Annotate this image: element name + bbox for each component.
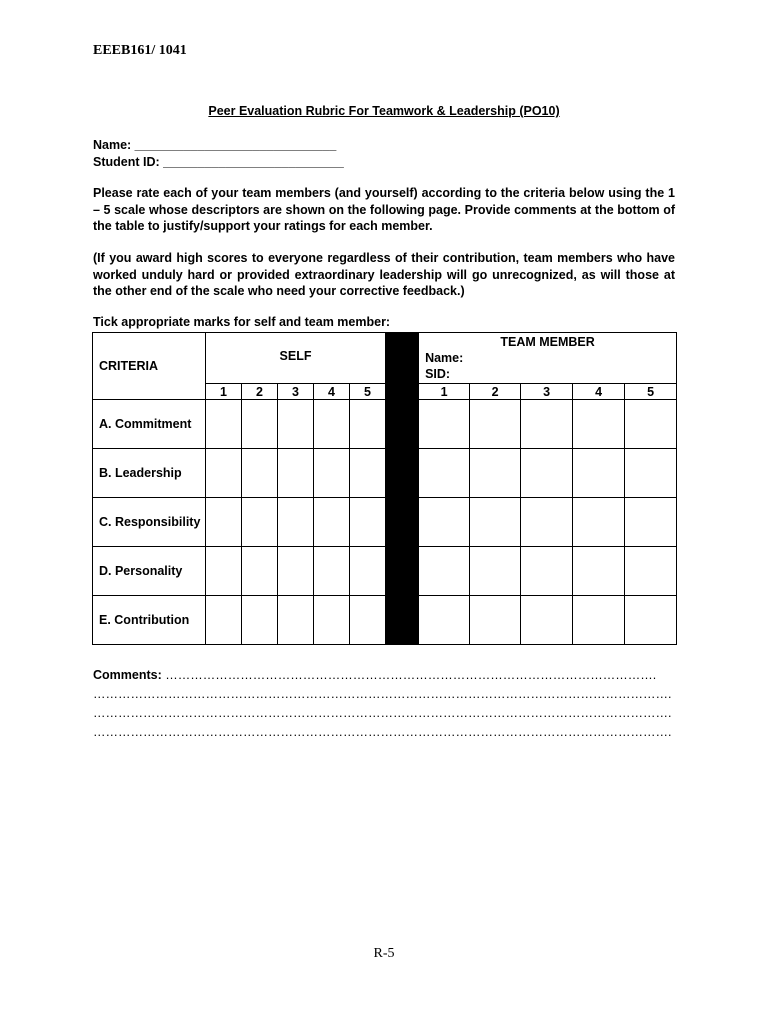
member-tick-cell[interactable] <box>419 400 470 449</box>
comment-line[interactable]: …………………………………………………………………………………………………………………………. <box>93 706 672 720</box>
rubric-table <box>92 332 677 645</box>
member-tick-cell[interactable] <box>470 498 521 547</box>
self-tick-cell[interactable] <box>206 449 242 498</box>
member-tick-cell[interactable] <box>521 596 573 645</box>
member-scale-1: 1 <box>419 384 470 400</box>
separator-column <box>386 333 419 645</box>
criteria-row <box>93 449 677 498</box>
team-member-name-label[interactable]: Name: <box>425 351 464 365</box>
member-tick-cell[interactable] <box>625 596 677 645</box>
criteria-row <box>93 547 677 596</box>
member-tick-cell[interactable] <box>521 449 573 498</box>
criteria-row <box>93 400 677 449</box>
member-tick-cell[interactable] <box>419 547 470 596</box>
criteria-label: D. Personality <box>93 547 206 596</box>
self-tick-cell[interactable] <box>350 547 386 596</box>
self-scale-2: 2 <box>242 384 278 400</box>
self-scale-3: 3 <box>278 384 314 400</box>
self-tick-cell[interactable] <box>278 498 314 547</box>
instruction-paragraph-2: (If you award high scores to everyone regardless of their contribution, team members who have worked unduly hard or provided extraordinary leadership will go unrecognized, as will those at the other end of the scale who need your corrective feedback.) <box>93 251 675 298</box>
team-member-header <box>419 333 677 384</box>
self-header: SELF <box>206 333 386 384</box>
member-tick-cell[interactable] <box>573 547 625 596</box>
criteria-header: CRITERIA <box>93 333 206 400</box>
comments-section <box>93 666 671 742</box>
comment-line[interactable]: …………………………………………………………………………………………………………………………. <box>93 687 672 701</box>
team-member-title: TEAM MEMBER <box>500 335 595 349</box>
self-tick-cell[interactable] <box>206 400 242 449</box>
member-tick-cell[interactable] <box>521 498 573 547</box>
criteria-row <box>93 596 677 645</box>
self-tick-cell[interactable] <box>278 547 314 596</box>
member-tick-cell[interactable] <box>625 498 677 547</box>
team-member-sid-label[interactable]: SID: <box>425 367 451 381</box>
criteria-label: E. Contribution <box>93 596 206 645</box>
criteria-label: A. Commitment <box>93 400 206 449</box>
member-tick-cell[interactable] <box>521 547 573 596</box>
member-tick-cell[interactable] <box>573 498 625 547</box>
self-scale-4: 4 <box>314 384 350 400</box>
self-tick-cell[interactable] <box>278 596 314 645</box>
tick-instruction: Tick appropriate marks for self and team member: <box>93 315 391 329</box>
member-tick-cell[interactable] <box>625 400 677 449</box>
self-tick-cell[interactable] <box>242 449 278 498</box>
member-scale-2: 2 <box>470 384 521 400</box>
self-tick-cell[interactable] <box>242 498 278 547</box>
member-tick-cell[interactable] <box>521 400 573 449</box>
comments-label: Comments: <box>93 668 162 682</box>
member-tick-cell[interactable] <box>573 400 625 449</box>
comment-line[interactable]: …………………………………………………………………………………………………………………………. <box>93 725 672 739</box>
student-id-field[interactable]: Student ID: __________________________ <box>93 155 344 169</box>
member-tick-cell[interactable] <box>470 596 521 645</box>
self-tick-cell[interactable] <box>314 498 350 547</box>
self-tick-cell[interactable] <box>242 596 278 645</box>
criteria-row <box>93 498 677 547</box>
self-tick-cell[interactable] <box>278 400 314 449</box>
self-tick-cell[interactable] <box>314 400 350 449</box>
comment-line[interactable]: ………………………………………………………………………………………………………. <box>165 668 657 682</box>
member-tick-cell[interactable] <box>573 449 625 498</box>
self-tick-cell[interactable] <box>278 449 314 498</box>
member-scale-4: 4 <box>573 384 625 400</box>
identity-fields <box>93 137 344 171</box>
criteria-label: B. Leadership <box>93 449 206 498</box>
criteria-label: C. Responsibility <box>93 498 206 547</box>
self-tick-cell[interactable] <box>242 547 278 596</box>
member-tick-cell[interactable] <box>625 547 677 596</box>
self-tick-cell[interactable] <box>206 498 242 547</box>
name-field[interactable]: Name: _____________________________ <box>93 138 337 152</box>
course-code: EEEB161/ 1041 <box>93 43 187 58</box>
member-tick-cell[interactable] <box>625 449 677 498</box>
self-scale-1: 1 <box>206 384 242 400</box>
member-scale-5: 5 <box>625 384 677 400</box>
member-tick-cell[interactable] <box>419 449 470 498</box>
member-tick-cell[interactable] <box>419 596 470 645</box>
self-tick-cell[interactable] <box>242 400 278 449</box>
table-header-row <box>93 333 677 384</box>
member-tick-cell[interactable] <box>470 400 521 449</box>
self-tick-cell[interactable] <box>206 547 242 596</box>
member-tick-cell[interactable] <box>573 596 625 645</box>
instruction-paragraph-1: Please rate each of your team members (and yourself) according to the criteria below using the 1 – 5 scale whose descriptors are shown on the following page. Provide comments at the bottom of the table to justify/support your ratings for each member. <box>93 186 675 233</box>
member-tick-cell[interactable] <box>470 449 521 498</box>
self-tick-cell[interactable] <box>350 498 386 547</box>
page-number: R-5 <box>373 946 395 961</box>
self-scale-5: 5 <box>350 384 386 400</box>
member-tick-cell[interactable] <box>470 547 521 596</box>
self-tick-cell[interactable] <box>350 449 386 498</box>
self-tick-cell[interactable] <box>206 596 242 645</box>
member-scale-3: 3 <box>521 384 573 400</box>
self-tick-cell[interactable] <box>314 596 350 645</box>
self-tick-cell[interactable] <box>314 449 350 498</box>
self-tick-cell[interactable] <box>350 596 386 645</box>
page-title: Peer Evaluation Rubric For Teamwork & Leadership (PO10) <box>208 104 560 118</box>
self-tick-cell[interactable] <box>314 547 350 596</box>
self-tick-cell[interactable] <box>350 400 386 449</box>
member-tick-cell[interactable] <box>419 498 470 547</box>
